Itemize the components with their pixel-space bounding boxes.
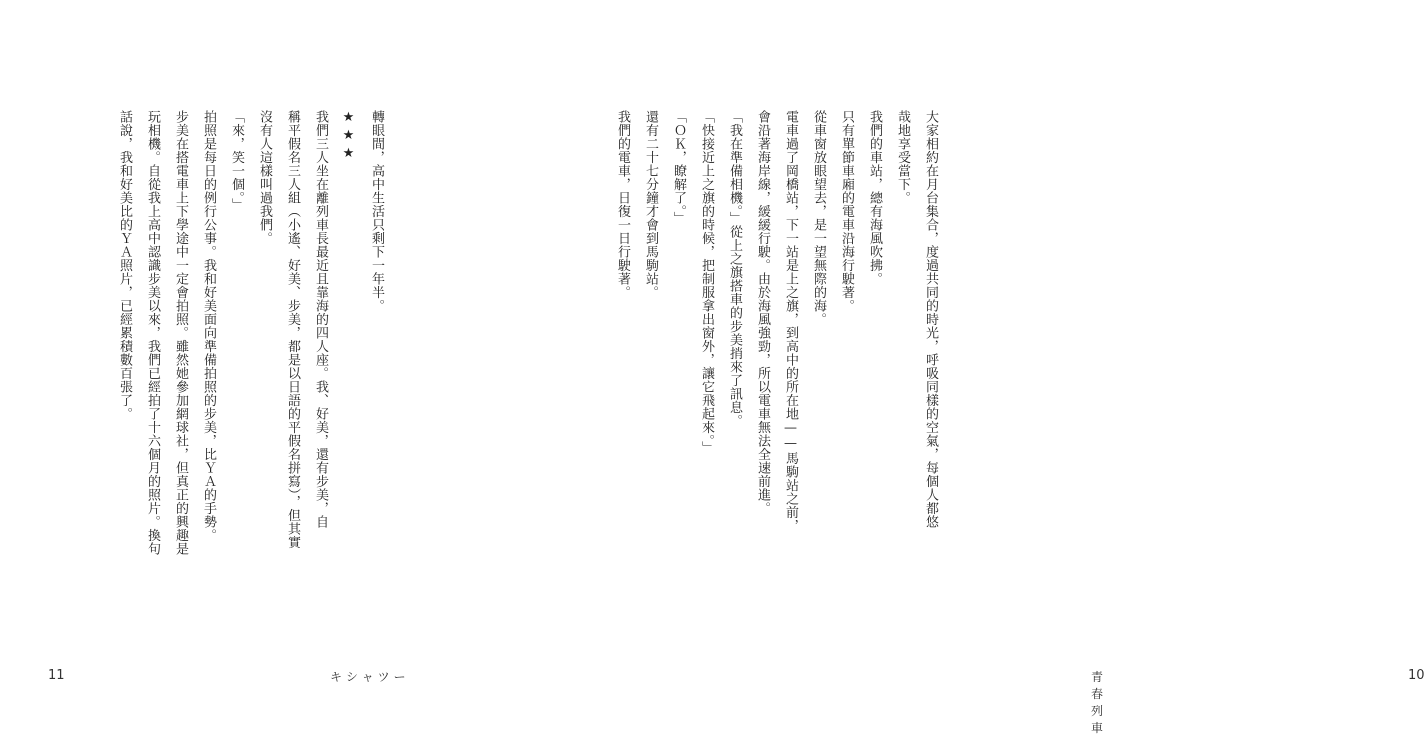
right-page-body	[599, 110, 944, 560]
text-line: 「快接近上之旗的時候，把制服拿出窗外，讓它飛起來。」	[699, 110, 714, 455]
section-break-stars: ★★★	[341, 110, 356, 164]
right-page	[499, 0, 1425, 735]
text-line: 會沿著海岸線，緩緩行駛。由於海風強勁，所以電車無法全速前進。	[755, 110, 770, 515]
running-head: キシャツー	[330, 670, 410, 684]
text-line: 從車窗放眼望去，是一望無際的海。	[811, 110, 826, 326]
left-page	[0, 0, 499, 732]
text-line: 玩相機。自從我上高中認識步美以來，我們已經拍了十六個月的照片。換句	[145, 110, 160, 556]
text-line: 電車過了岡橋站，下一站是上之旗，到高中的所在地——馬駒站之前，	[783, 110, 798, 533]
text-line: 話說，我和好美比的ＹＡ照片，已經累積數百張了。	[117, 110, 132, 421]
page-number: 10	[1408, 668, 1425, 683]
text-line: 步美在搭電車上下學途中一定會拍照。雖然她參加網球社，但真正的興趣是	[173, 110, 188, 556]
text-line: 我們的車站，總有海風吹拂。	[867, 110, 882, 286]
text-line: 「ＯＫ，瞭解了。」	[671, 110, 686, 225]
text-line: 只有單節車廂的電車沿海行駛著。	[839, 110, 854, 313]
text-line: 沒有人這樣叫過我們。	[257, 110, 272, 245]
text-line: 「來，笑一個。」	[229, 110, 244, 212]
text-line: 還有二十七分鐘才會到馬駒站。	[643, 110, 658, 299]
page-number: 11	[48, 668, 65, 683]
text-line: 哉地享受當下。	[895, 110, 910, 205]
text-line: 「我在準備相機。」從上之旗搭車的步美捎來了訊息。	[727, 110, 742, 428]
text-line: 我們三人坐在離列車長最近且靠海的四人座。我、好美，還有步美，自	[313, 110, 328, 529]
text-line: 稱平假名三人組（小遙、好美、步美，都是以日語的平假名拼寫），但其實	[285, 110, 300, 549]
text-line: 我們的電車，日復一日行駛著。	[615, 110, 630, 299]
text-line: 大家相約在月台集合，度過共同的時光，呼吸同樣的空氣，每個人都悠	[923, 110, 938, 529]
running-head: 青春列車	[1091, 670, 1108, 735]
left-page-body	[80, 110, 390, 560]
text-line: 拍照是每日的例行公事。我和好美面向準備拍照的步美，比ＹＡ的手勢。	[201, 110, 216, 542]
text-line: 轉眼間，高中生活只剩下一年半。	[369, 110, 384, 313]
